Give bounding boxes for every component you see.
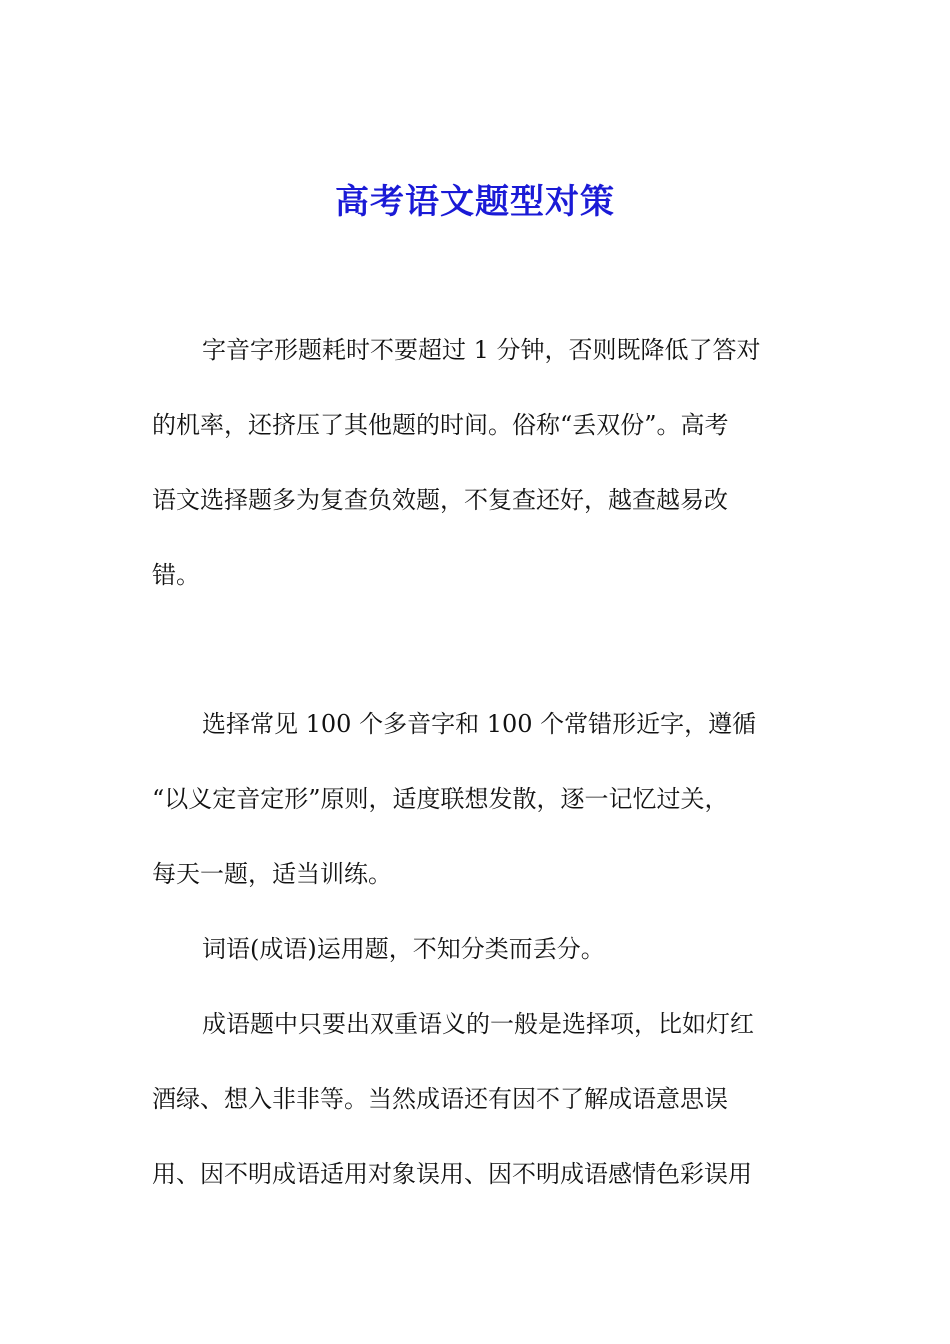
paragraph-2 — [152, 687, 792, 912]
paragraph-1-line-2: 的机率，还挤压了其他题的时间。俗称“丢双份”。高考 — [152, 411, 729, 439]
paragraph-3 — [152, 912, 792, 987]
paragraph-1 — [152, 313, 792, 613]
paragraph-2-line-1: 选择常见 100 个多音字和 100 个常错形近字，遵循 — [202, 710, 757, 738]
paragraph-4-line-1: 成语题中只要出双重语义的一般是选择项，比如灯红 — [202, 1010, 754, 1038]
paragraph-1-line-3: 语文选择题多为复查负效题，不复查还好，越查越易改 — [152, 486, 728, 514]
paragraph-1-line-4: 错。 — [152, 561, 200, 589]
paragraph-2-line-3: 每天一题，适当训练。 — [152, 860, 392, 888]
paragraph-4-line-3: 用、因不明成语适用对象误用、因不明成语感情色彩误用 — [152, 1160, 752, 1188]
paragraph-4 — [152, 987, 792, 1212]
paragraph-1-line-1: 字音字形题耗时不要超过 1 分钟，否则既降低了答对 — [202, 336, 761, 364]
paragraph-2-line-2: “以义定音定形”原则，适度联想发散，逐一记忆过关， — [152, 785, 729, 813]
paragraph-3-line-1: 词语(成语)运用题，不知分类而丢分。 — [202, 935, 605, 963]
page-title: 高考语文题型对策 — [335, 182, 615, 222]
paragraph-4-line-2: 酒绿、想入非非等。当然成语还有因不了解成语意思误 — [152, 1085, 728, 1113]
